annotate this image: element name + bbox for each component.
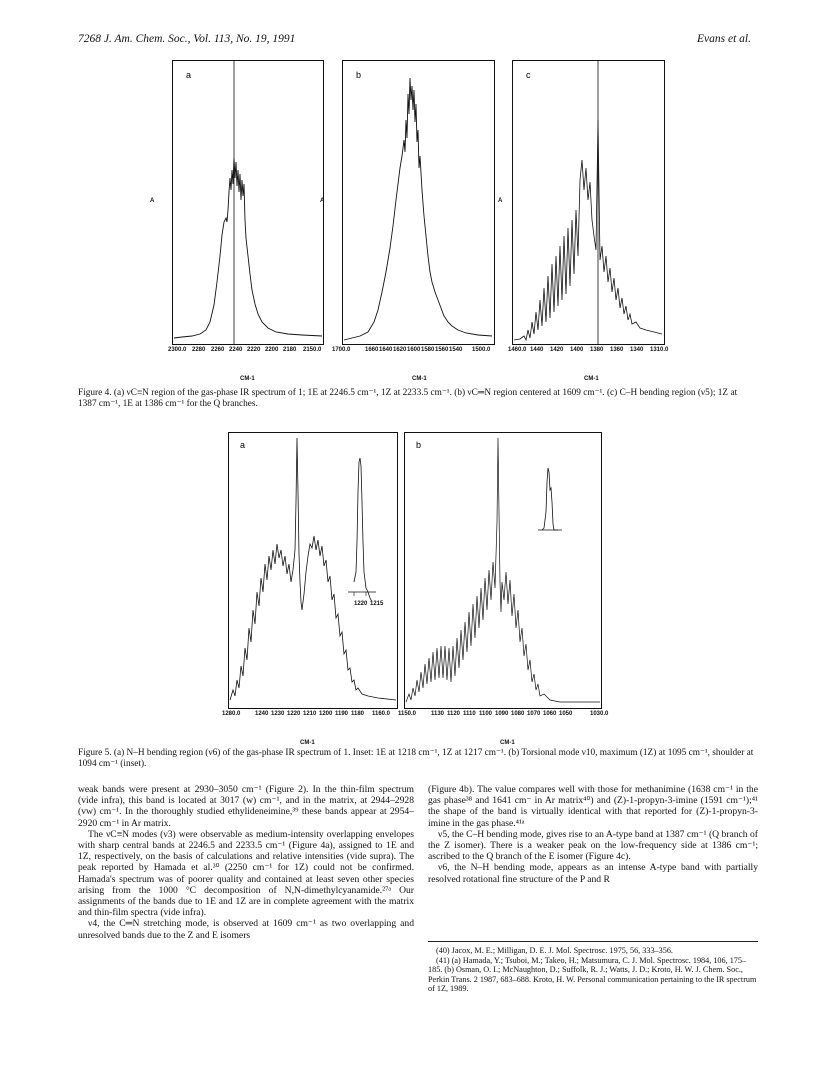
figure-4b-xlabel: CM-1 [412,376,427,382]
figure-4c-plot [512,60,665,345]
figure-4a-tick: 2180 [283,347,297,353]
figure-4b-panel-label: b [356,70,362,80]
figure-4b-tick: 1540 [449,347,463,353]
figure-4c-tick: 1440 [530,347,544,353]
figure-4b-tick: 1580 [421,347,435,353]
figure-5b-tick: 1030.0 [590,711,609,717]
figure-5b-tick: 1120 [447,711,461,717]
body-column-right [428,784,758,885]
figure-4c-spectrum [514,120,662,340]
figure-5b-tick: 1070 [527,711,541,717]
reference-item: (41) (a) Hamada, Y.; Tsuboi, M.; Takeo, H.; Matsumura, C. J. Mol. Spectrosc. 1984, 106, 175–185. (b) Osman, O. I.; McNaughton, D.; Suffolk, R. J.; Watts, J. D.; Kroto, H. W. J. Chem. Soc., Perkin Trans. 2 1987, 683–688. Kroto, H. W. Personal communication pertaining to the IR spectrum of 1Z, 1989. [428,955,757,994]
paragraph: The νC≡N modes (ν3) were observable as medium-intensity overlapping envelopes with sharp central bands at 2246.5 and 2233.5 cm⁻¹ (Figure 4a), assigned to 1E and 1Z, respectively, on the basis of calculations and relative intensities (vide supra). The peak reported by Hamada et al.³⁰ (2250 cm⁻¹ for 1Z) could not be confirmed. Hamada's spectrum was of poorer quality and contained at least seven other species arising from the 1000 °C decomposition of N,N-dimethylcyanamide.²⁷ᵃ Our assignments of the bands due to 1E and 1Z are in complete agreement with the matrix and thin-film spectra (vide infra). [78,828,414,919]
figure-5a-panel-label: a [240,440,246,450]
figure-5b-spectrum [406,438,600,702]
paragraph: ν6, the N–H bending mode, appears as an intense A-type band with partially resolved rotational fine structure of the P and R [428,862,758,885]
figure-5b-tick: 1130 [431,711,445,717]
figure-5a-frame [229,433,398,709]
figure-4c-tick: 1460.0 [508,347,527,353]
figure-5a-spectrum [230,438,396,700]
figure-4-caption: Figure 4. (a) νC≡N region of the gas-phase IR spectrum of 1; 1E at 2246.5 cm⁻¹, 1Z at 2233.5 cm⁻¹. (b) νC═N region centered at 1609 cm⁻¹. (c) C–H bending region (ν5); 1Z at 1387 cm⁻¹, 1E at 1386 cm⁻¹ for the Q branches. [78,388,738,409]
figure-4c-panel-label: c [526,70,531,80]
figure-5-caption: Figure 5. (a) N–H bending region (ν6) of the gas-phase IR spectrum of 1. Inset: 1E at 1218 cm⁻¹, 1Z at 1217 cm⁻¹. (b) Torsional mode ν10, maximum (1Z) at 1095 cm⁻¹, shoulder at 1094 cm⁻¹ (inset). [78,748,754,769]
figure-4c-tick: 1340 [630,347,644,353]
figure-5b-tick: 1100 [479,711,493,717]
figure-5a-tick: 1160.0 [372,711,391,717]
figure-4b-tick: 1700.0 [332,347,351,353]
figure-5b-tick: 1150.0 [398,711,417,717]
figure-4b-spectrum [344,78,492,340]
running-header-right: Evans et al. [697,33,751,45]
paragraph: weak bands were present at 2930–3050 cm⁻¹ (Figure 2). In the thin-film spectrum (vide infra), this band is located at 3017 (w) cm⁻¹, and in the matrix, at 2944–2928 (vw) cm⁻¹. In the thoroughly studied ethylideneimine,³⁹ these bands appear at 2954–2920 cm⁻¹ in Ar matrix. [78,784,414,829]
figure-4b-tick: 1620 [393,347,407,353]
figure-5b-plot [404,432,602,709]
figure-5b-tick: 1050 [559,711,573,717]
figure-4a-tick: 2240 [229,347,243,353]
figure-5a-tick: 1190 [335,711,349,717]
figure-5b-inset-spectrum [542,468,558,530]
figure-4 [0,0,827,420]
figure-4b-plot [342,60,495,345]
figure-5a-tick: 1200 [319,711,333,717]
figure-4b-tick: 1600 [407,347,421,353]
figure-5b-tick: 1110 [463,711,476,717]
figure-5a-inset-spectrum [354,458,372,602]
figure-4a-ylabel: A [150,198,155,204]
figure-4c-frame [513,61,665,345]
figure-4a-tick: 2150.0 [303,347,322,353]
figure-5b-panel-label: b [416,440,422,450]
figure-5b-xlabel: CM-1 [500,740,515,746]
running-header-left: 7268 J. Am. Chem. Soc., Vol. 113, No. 19, 1991 [78,33,296,45]
figure-5a-tick: 1240 [255,711,269,717]
paragraph: ν4, the C═N stretching mode, is observed at 1609 cm⁻¹ as two overlapping and unresolved bands due to the Z and E isomers [78,918,414,941]
figure-5a-inset-tick: 1220 [354,601,368,607]
figure-5a-tick: 1220 [287,711,301,717]
figure-5a-tick: 1230 [271,711,285,717]
figure-4c-tick: 1400 [570,347,584,353]
figure-5a-tick: 1210 [303,711,317,717]
figure-5a-inset-tick: 1215 [370,601,384,607]
references [428,946,758,994]
figure-5b-tick: 1090 [495,711,509,717]
figure-4a-tick: 2280 [192,347,206,353]
body-column-left [78,784,414,941]
figure-5b-tick: 1080 [511,711,525,717]
figure-5a-xlabel: CM-1 [300,740,315,746]
figure-4c-tick: 1420 [550,347,564,353]
figure-4b-tick: 1560 [435,347,449,353]
paragraph: ν5, the C–H bending mode, gives rise to an A-type band at 1387 cm⁻¹ (Q branch of the Z isomer). There is a weaker peak on the low-frequency side at 1386 cm⁻¹; ascribed to the Q branch of the E isomer (Figure 4c). [428,828,758,863]
figure-5a-plot [228,432,398,709]
figure-4b-tick: 1660 [365,347,379,353]
figure-4a-tick: 2200 [265,347,279,353]
figure-5b-tick: 1060 [543,711,557,717]
figure-4a-tick: 2260 [211,347,225,353]
figure-5a-tick: 1280.0 [222,711,241,717]
figure-4c-ylabel: A [498,198,503,204]
figure-4a-plot [172,60,324,345]
reference-item: (40) Jacox, M. E.; Milligan, D. E. J. Mol. Spectrosc. 1975, 56, 333–356. [436,946,673,955]
figure-4c-tick: 1360 [610,347,624,353]
figure-4c-xlabel: CM-1 [584,376,599,382]
figure-4a-spectrum [174,158,325,338]
references-rule [428,941,758,942]
paragraph: (Figure 4b). The value compares well with those for methanimine (1638 cm⁻¹ in the gas phase³⁸ and 1641 cm⁻ in Ar matrix⁴⁰) and (Z)-1-propyn-3-imine (1591 cm⁻¹);⁴¹ the shape of the band is virtually identical with that reported for (Z)-1-propyn-3-imine in the gas phase.⁴¹ᵃ [428,784,758,829]
figure-4a-tick: 2220 [247,347,261,353]
figure-4c-tick: 1310.0 [650,347,669,353]
figure-5a-tick: 1180 [351,711,365,717]
figure-4b-ylabel: A [320,198,325,204]
figure-5 [0,420,827,750]
figure-4a-panel-label: a [186,70,192,80]
figure-4a-frame [173,61,324,345]
figure-4c-tick: 1380 [590,347,604,353]
figure-4a-tick: 2300.0 [168,347,187,353]
figure-4a-xlabel: CM-1 [240,376,255,382]
figure-4b-tick: 1500.0 [472,347,491,353]
figure-4b-frame [343,61,495,345]
figure-4b-tick: 1640 [379,347,393,353]
